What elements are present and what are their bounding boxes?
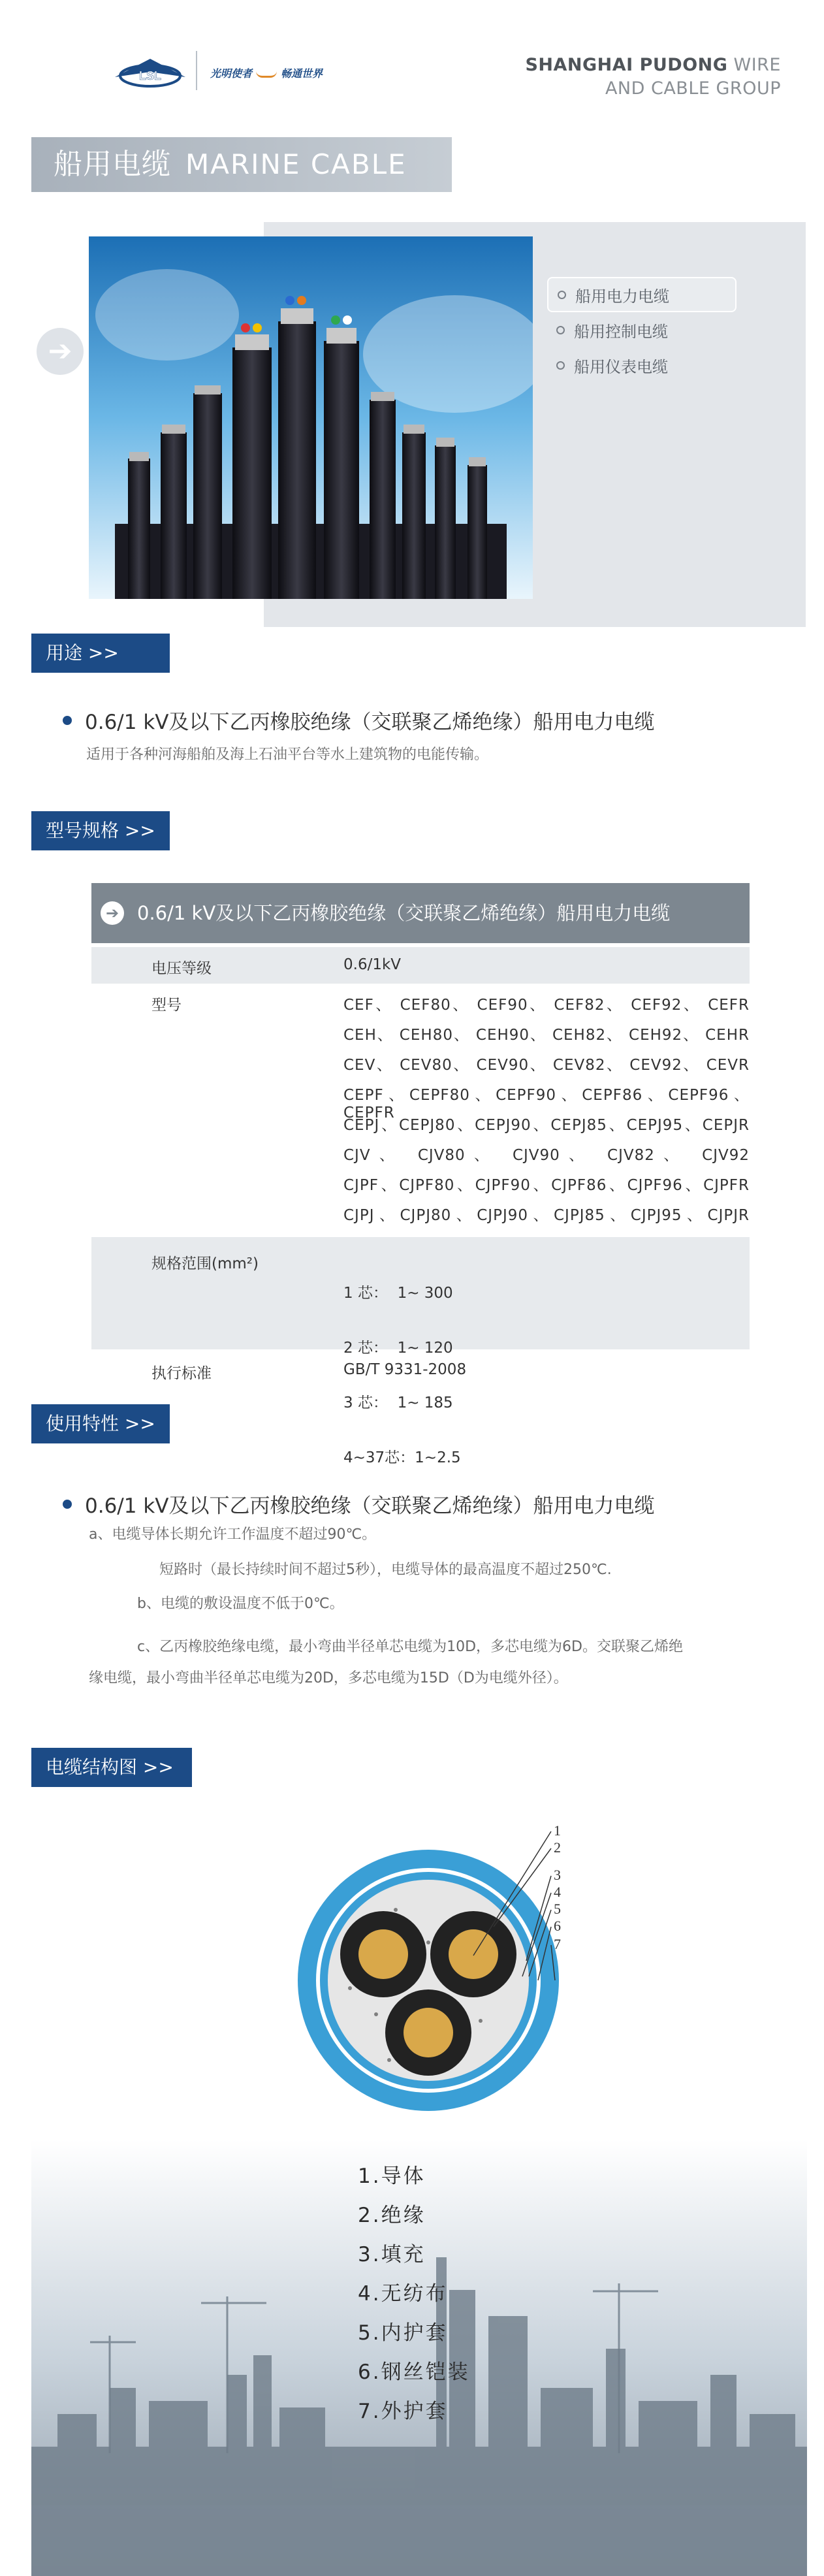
- callout-3: 3: [554, 1867, 561, 1883]
- usage-title-text: 0.6/1 kV及以下乙丙橡胶绝缘（交联聚乙烯绝缘）船用电力电缆: [85, 711, 655, 734]
- legend-item: 4.无纺布: [358, 2282, 448, 2306]
- spec-table-title: [91, 883, 750, 943]
- slogan: [210, 65, 323, 80]
- radio-dot-icon: [556, 361, 565, 370]
- legend-item: 3.填充: [358, 2243, 426, 2266]
- callout-6: 6: [554, 1918, 561, 1934]
- menu-item-control-cable[interactable]: [547, 312, 737, 347]
- feature-a: a、电缆导体长期允许工作温度不超过90℃。: [89, 1526, 377, 1543]
- standard-value: GB/T 9331-2008: [343, 1361, 467, 1378]
- voltage-label: 电压等级: [151, 960, 212, 977]
- section-usage-header: 用途 >>: [31, 634, 170, 673]
- cable-photo: [89, 236, 533, 599]
- company-name-line2: AND CABLE GROUP: [605, 78, 781, 99]
- page-title: [31, 137, 452, 192]
- arrow-right-icon[interactable]: ➔: [37, 328, 84, 375]
- product-menu: [547, 277, 737, 383]
- menu-item-label: 船用仪表电缆: [574, 357, 668, 376]
- feature-c1: c、乙丙橡胶绝缘电缆，最小弯曲半径单芯电缆为10D，多芯电缆为6D。交联聚乙烯绝: [137, 1639, 683, 1655]
- menu-item-power-cable[interactable]: [547, 277, 737, 312]
- usage-desc: 适用于各种河海船舶及海上石油平台等水上建筑物的电能传输。: [86, 747, 489, 763]
- feature-a2: 短路时（最长持续时间不超过5秒），电缆导体的最高温度不超过250℃.: [159, 1562, 612, 1578]
- company-name-rest: WIRE: [733, 55, 781, 75]
- swoosh-icon: [256, 71, 277, 78]
- model-line: CEV、 CEV80、 CEV90、 CEV82、 CEV92、 CEVR: [343, 1057, 750, 1074]
- range-line: 4~37芯：1~2.5: [343, 1449, 461, 1466]
- table-row-standard: [91, 1349, 750, 1386]
- model-label: 型号: [151, 997, 182, 1014]
- range-line: 3 芯： 1~ 185: [343, 1394, 453, 1411]
- header-divider: [196, 51, 197, 90]
- standard-label: 执行标准: [151, 1365, 212, 1382]
- callout-1: 1: [554, 1822, 561, 1839]
- model-line: CJPF、CJPF80、CJPF90、CJPF86、CJPF96、CJPFR: [343, 1177, 750, 1194]
- menu-item-label: 船用电力电缆: [575, 287, 669, 306]
- cable-cross-section: [278, 1812, 618, 2125]
- features-title: [63, 1489, 654, 1519]
- range-label: 规格范围(mm²): [151, 1255, 259, 1272]
- radio-dot-icon: [556, 326, 565, 334]
- company-logo: [111, 52, 189, 91]
- callout-2: 2: [554, 1839, 561, 1856]
- bullet-icon: [63, 1500, 72, 1509]
- spec-table-title-text: 0.6/1 kV及以下乙丙橡胶绝缘（交联聚乙烯绝缘）船用电力电缆: [137, 902, 671, 924]
- menu-item-instrument-cable[interactable]: [547, 347, 737, 383]
- table-row-models: [91, 984, 750, 1237]
- model-line: CEPJ、CEPJ80、CEPJ90、CEPJ85、CEPJ95、CEPJR: [343, 1117, 750, 1134]
- radio-dot-icon: [558, 291, 566, 299]
- range-line: 2 芯： 1~ 120: [343, 1340, 453, 1357]
- menu-item-label: 船用控制电缆: [574, 322, 668, 341]
- model-line: CEF、 CEF80、 CEF90、 CEF82、 CEF92、 CEFR: [343, 997, 750, 1014]
- feature-b: b、电缆的敷设温度不低于0℃。: [137, 1596, 344, 1612]
- legend-item: 1.导体: [358, 2165, 426, 2188]
- bullet-icon: [63, 716, 72, 725]
- range-line: 1 芯： 1~ 300: [343, 1285, 453, 1302]
- model-line: CEPF、CEPF80、CEPF90、CEPF86、CEPF96、CEPFR: [343, 1087, 750, 1121]
- structure-legend: [358, 2157, 554, 2431]
- callout-5: 5: [554, 1901, 561, 1917]
- section-specs-header: 型号规格 >>: [31, 811, 170, 850]
- feature-c2: 缘电缆，最小弯曲半径单芯电缆为20D，多芯电缆为15D（D为电缆外径）。: [89, 1670, 568, 1686]
- callout-4: 4: [554, 1884, 561, 1900]
- voltage-value: 0.6/1kV: [343, 956, 402, 973]
- section-features-header: 使用特性 >>: [31, 1404, 170, 1443]
- legend-item: 7.外护套: [358, 2400, 448, 2423]
- slogan-left: 光明使者: [210, 67, 253, 80]
- legend-item: 2.绝缘: [358, 2204, 426, 2227]
- page-title-cn: 船用电缆: [54, 148, 171, 181]
- company-name-bold: SHANGHAI PUDONG: [525, 55, 728, 75]
- model-line: CJV、 CJV80、 CJV90、 CJV82、 CJV92: [343, 1147, 750, 1164]
- section-structure-header: 电缆结构图 >>: [31, 1748, 192, 1787]
- model-line: CEH、 CEH80、 CEH90、 CEH82、 CEH92、 CEHR: [343, 1027, 750, 1044]
- table-row-voltage: [91, 947, 750, 984]
- usage-title: [63, 705, 654, 735]
- legend-item: 5.内护套: [358, 2321, 448, 2345]
- svg-text:LSL: LSL: [139, 69, 161, 82]
- model-line: CJPJ、CJPJ80、CJPJ90、CJPJ85、CJPJ95、CJPJR: [343, 1207, 750, 1224]
- slogan-right: 畅通世界: [281, 67, 323, 80]
- legend-item: 6.钢丝铠装: [358, 2360, 470, 2384]
- arrow-right-icon: ➔: [101, 901, 124, 925]
- page-title-en: MARINE CABLE: [185, 148, 407, 180]
- company-name: [525, 54, 781, 101]
- callout-7: 7: [554, 1936, 561, 1952]
- features-title-text: 0.6/1 kV及以下乙丙橡胶绝缘（交联聚乙烯绝缘）船用电力电缆: [85, 1494, 655, 1518]
